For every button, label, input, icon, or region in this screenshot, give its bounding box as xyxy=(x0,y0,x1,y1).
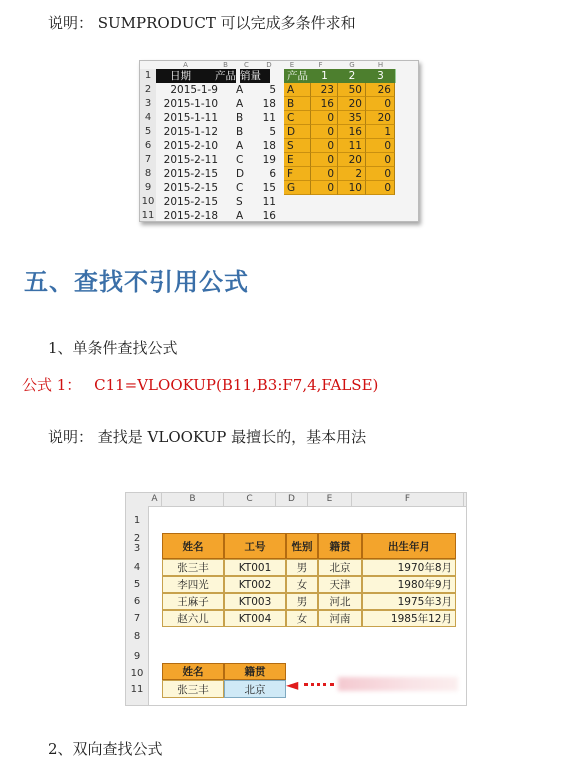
cell-sum: 1 xyxy=(366,125,395,139)
header-sales: 销量 xyxy=(240,69,270,83)
spreadsheet-vlookup xyxy=(125,492,467,706)
table-header: 工号 xyxy=(224,533,286,559)
cell-sum: 0 xyxy=(366,153,395,167)
lookup-name-cell: 张三丰 xyxy=(162,680,224,698)
table-cell: 男 xyxy=(286,559,318,576)
column-letter: C xyxy=(224,493,276,506)
cell-sum: 35 xyxy=(338,111,366,125)
cell-product: S xyxy=(236,196,243,208)
table-cell: 赵六儿 xyxy=(162,610,224,627)
cell-sales: 5 xyxy=(269,126,276,138)
row-number: 11 xyxy=(130,684,144,695)
cell-sum: 0 xyxy=(311,111,338,125)
cell-sum: 2 xyxy=(338,167,366,181)
cell-date: 2015-2-15 xyxy=(163,196,218,208)
table-cell: 男 xyxy=(286,593,318,610)
cell-sum: 0 xyxy=(311,153,338,167)
row-number: 6 xyxy=(140,139,156,154)
table-cell: 女 xyxy=(286,610,318,627)
table-cell: 天津 xyxy=(318,576,362,593)
cell-product: B xyxy=(236,126,244,138)
row-number: 10 xyxy=(130,668,144,679)
table-cell: KT004 xyxy=(224,610,286,627)
subheading-single-lookup: 1、单条件查找公式 xyxy=(48,339,178,357)
cell-sum: 0 xyxy=(311,167,338,181)
cell-sum: 23 xyxy=(311,83,338,97)
row-number: 3 xyxy=(133,543,141,554)
table-cell: KT001 xyxy=(224,559,286,576)
row-number: 10 xyxy=(140,195,156,210)
note-vlookup: 说明： 查找是 VLOOKUP 最擅长的，基本用法 xyxy=(48,428,367,446)
row-number: 9 xyxy=(140,181,156,196)
cell-product: A xyxy=(236,140,244,152)
column-letter: B xyxy=(162,493,224,506)
cell-product-key: C xyxy=(284,111,311,125)
cell-date: 2015-1-9 xyxy=(170,84,218,96)
row-number: 9 xyxy=(133,651,141,662)
dotted-line xyxy=(304,683,334,689)
table-cell: 河北 xyxy=(318,593,362,610)
row-number: 7 xyxy=(140,153,156,168)
row-number: 1 xyxy=(140,69,156,84)
row-number: 8 xyxy=(133,631,141,642)
arrow-icon: ◄ xyxy=(286,675,299,694)
cell-product: C xyxy=(236,182,244,194)
row-number: 5 xyxy=(140,125,156,140)
row-number: 4 xyxy=(133,562,141,573)
column-letter: C xyxy=(244,61,249,69)
right-header: 2 xyxy=(338,69,367,83)
table-cell: 1970年8月 xyxy=(362,559,456,576)
cell-sum: 50 xyxy=(338,83,366,97)
cell-date: 2015-2-11 xyxy=(163,154,218,166)
formula-line xyxy=(22,374,378,395)
right-header: 产品 xyxy=(284,69,312,83)
column-letter: A xyxy=(148,493,162,506)
cell-product: B xyxy=(236,112,244,124)
right-header: 3 xyxy=(366,69,396,83)
table-cell: KT002 xyxy=(224,576,286,593)
spreadsheet-sumproduct xyxy=(139,60,419,222)
cell-product-key: D xyxy=(284,125,311,139)
table-cell: KT003 xyxy=(224,593,286,610)
cell-sum: 0 xyxy=(311,125,338,139)
row-number: 2 xyxy=(133,533,141,544)
cell-sum: 16 xyxy=(338,125,366,139)
cell-product-key: B xyxy=(284,97,311,111)
row-number: 7 xyxy=(133,613,141,624)
cell-date: 2015-1-12 xyxy=(163,126,218,138)
column-letter: E xyxy=(289,61,295,69)
note-sumproduct: 说明： SUMPRODUCT 可以完成多条件求和 xyxy=(48,14,356,32)
cell-sales: 11 xyxy=(262,196,276,208)
header-date: 日期 xyxy=(170,70,191,82)
cell-sales: 6 xyxy=(269,168,276,180)
cell-product-key: G xyxy=(284,181,311,195)
cell-sales: 19 xyxy=(262,154,276,166)
cell-date: 2015-2-10 xyxy=(163,140,218,152)
column-letter: F xyxy=(318,61,323,69)
blurred-annotation xyxy=(338,677,458,691)
cell-product: A xyxy=(236,210,244,222)
cell-sum: 16 xyxy=(311,97,338,111)
cell-date: 2015-2-15 xyxy=(163,182,218,194)
cell-product-key: E xyxy=(284,153,311,167)
table-cell: 北京 xyxy=(318,559,362,576)
cell-date: 2015-1-11 xyxy=(163,112,218,124)
table-cell: 1975年3月 xyxy=(362,593,456,610)
formula-text: C11=VLOOKUP(B11,B3:F7,4,FALSE) xyxy=(94,376,379,394)
row-number: 2 xyxy=(140,83,156,98)
cell-product: C xyxy=(236,154,244,166)
cell-date: 2015-1-10 xyxy=(163,98,218,110)
lookup-header-name: 姓名 xyxy=(162,663,224,680)
lookup-header-origin: 籍贯 xyxy=(224,663,286,680)
row-number: 4 xyxy=(140,111,156,126)
cell-sales: 15 xyxy=(262,182,276,194)
cell-sales: 18 xyxy=(262,98,276,110)
cell-sales: 11 xyxy=(262,112,276,124)
column-letter: H xyxy=(377,61,384,69)
cell-sum: 10 xyxy=(338,181,366,195)
table-cell: 女 xyxy=(286,576,318,593)
right-header: 1 xyxy=(311,69,339,83)
table-cell: 河南 xyxy=(318,610,362,627)
row-number: 1 xyxy=(133,515,141,526)
cell-sum: 26 xyxy=(366,83,395,97)
cell-sum: 0 xyxy=(366,97,395,111)
table-cell: 王麻子 xyxy=(162,593,224,610)
table-header: 出生年月 xyxy=(362,533,456,559)
table-cell: 李四光 xyxy=(162,576,224,593)
column-letter: D xyxy=(276,493,308,506)
cell-sum: 0 xyxy=(311,181,338,195)
row-number: 11 xyxy=(140,209,156,222)
row-number: 8 xyxy=(140,167,156,182)
cell-sum: 0 xyxy=(366,139,395,153)
cell-sum: 0 xyxy=(366,181,395,195)
row-number: 3 xyxy=(140,97,156,112)
cell-product: A xyxy=(236,98,244,110)
cell-sum: 0 xyxy=(311,139,338,153)
row-number: 5 xyxy=(133,579,141,590)
column-letter: D xyxy=(266,61,272,69)
column-letter: G xyxy=(349,61,355,69)
cell-sales: 5 xyxy=(269,84,276,96)
cell-date: 2015-2-18 xyxy=(163,210,218,222)
cell-sum: 20 xyxy=(338,97,366,111)
cell-sum: 20 xyxy=(366,111,395,125)
cell-product-key: A xyxy=(284,83,311,97)
cell-product-key: S xyxy=(284,139,311,153)
cell-product: D xyxy=(236,168,245,180)
lookup-result-cell: 北京 xyxy=(224,680,286,698)
header-product: 产品 xyxy=(215,70,236,82)
cell-sum: 20 xyxy=(338,153,366,167)
formula-label: 公式 1： xyxy=(22,376,82,394)
table-header: 性别 xyxy=(286,533,318,559)
column-letter: B xyxy=(223,61,228,69)
column-letter: F xyxy=(352,493,464,506)
cell-sales: 18 xyxy=(262,140,276,152)
cell-product-key: F xyxy=(284,167,311,181)
cell-sum: 0 xyxy=(366,167,395,181)
table-header: 姓名 xyxy=(162,533,224,559)
table-header: 籍贯 xyxy=(318,533,362,559)
cell-sum: 11 xyxy=(338,139,366,153)
table-cell: 1980年9月 xyxy=(362,576,456,593)
row-number: 6 xyxy=(133,596,141,607)
cell-product: A xyxy=(236,84,244,96)
section-title: 五、查找不引用公式 xyxy=(24,267,249,296)
cell-date: 2015-2-15 xyxy=(163,168,218,180)
cell-sales: 16 xyxy=(262,210,276,222)
column-letter: A xyxy=(183,61,188,69)
table-cell: 1985年12月 xyxy=(362,610,456,627)
subheading-two-way-lookup: 2、双向查找公式 xyxy=(48,740,163,758)
column-letter: E xyxy=(308,493,352,506)
table-cell: 张三丰 xyxy=(162,559,224,576)
